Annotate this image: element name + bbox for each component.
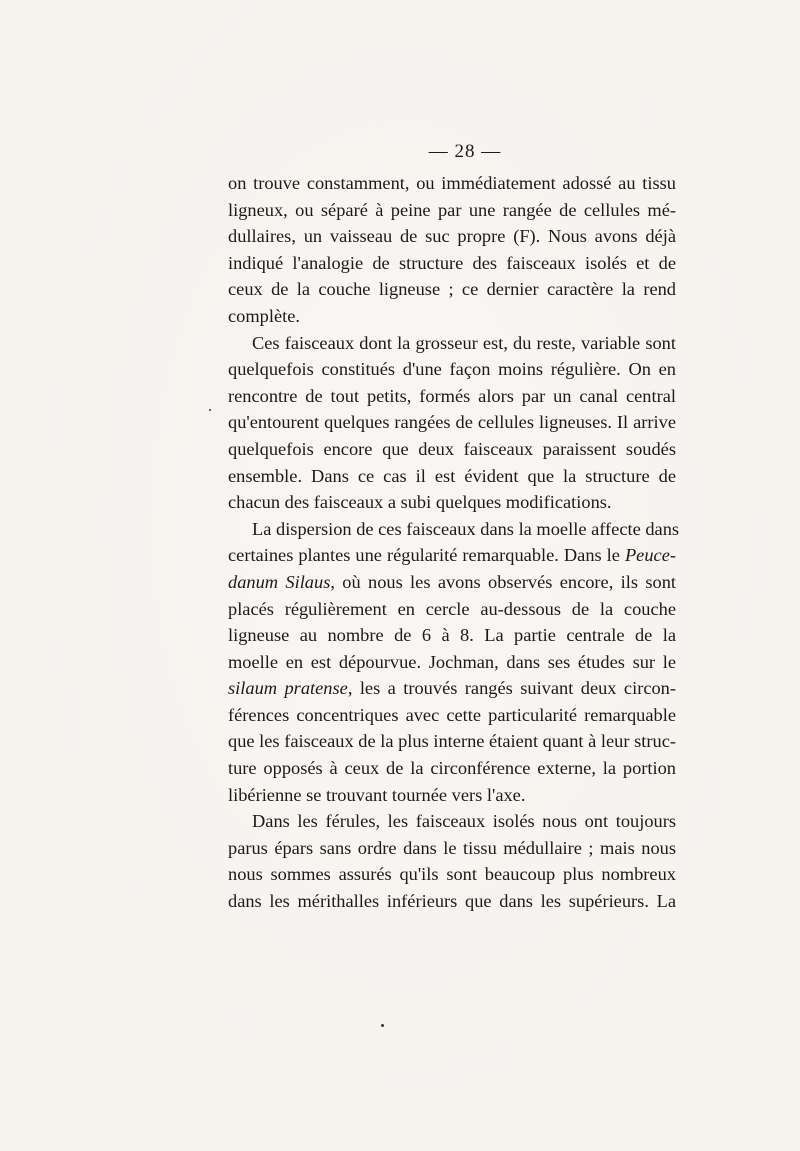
text-segment: dullaires, un vaisseau de suc propre (F). Nous avons déjà [228,226,676,247]
text-segment: certaines plantes une régularité remarquable. Dans le [228,545,625,566]
text-segment: qu'entourent quelques rangées de cellules ligneuses. Il arrive [228,412,676,433]
scan-speck [209,409,211,411]
scan-speck [381,1024,384,1027]
text-segment: ture opposés à ceux de la circonférence externe, la portion [228,758,676,779]
text-line [228,622,676,649]
text-line [228,436,676,463]
text-line [228,303,676,330]
text-line [228,702,676,729]
text-segment: complète. [228,305,301,326]
text-line [228,596,676,623]
text-line [228,888,676,915]
italic-text: silaum pratense [228,678,348,699]
text-line [228,356,676,383]
text-line [228,170,676,197]
text-line [228,542,676,569]
text-line [228,649,676,676]
text-segment: ligneux, ou séparé à peine par une rangée de cellules mé- [228,199,676,220]
text-segment: ensemble. Dans ce cas il est évident que la structure de [228,465,676,486]
text-segment: rencontre de tout petits, formés alors par un canal central [228,385,676,406]
text-line [228,276,676,303]
page-number: — 28 — [428,141,502,162]
text-segment: on trouve constamment, ou immédiatement adossé au tissu [228,173,676,193]
text-line [228,675,676,702]
text-line [228,463,676,490]
text-line [228,808,676,835]
text-segment: moelle en est dépourvue. Jochman, dans ses études sur le [228,651,676,672]
text-segment: férences concentriques avec cette particularité remarquable [228,704,676,725]
italic-text: danum Silaus [228,571,331,592]
text-line [228,409,676,436]
text-line [228,782,676,809]
text-segment: ligneuse au nombre de 6 à 8. La partie centrale de la [228,625,676,646]
text-segment: placés régulièrement en cercle au-dessous de la couche [228,598,676,619]
text-segment: Ces faisceaux dont la grosseur est, du reste, variable sont [252,332,676,353]
text-segment: La dispersion de ces faisceaux dans la moelle affecte dans [252,518,680,539]
text-line [228,489,676,516]
text-segment: libérienne se trouvant tournée vers l'axe. [228,784,526,805]
text-line [228,383,676,410]
text-line [228,569,676,596]
text-segment: , les a trouvés rangés suivant deux circon- [347,678,676,699]
text-segment: nous sommes assurés qu'ils sont beaucoup plus nombreux [228,864,676,885]
text-segment: que les faisceaux de la plus interne étaient quant à leur struc- [228,731,676,752]
text-line [228,330,676,357]
text-segment: ceux de la couche ligneuse ; ce dernier caractère la rend [228,279,676,300]
text-line [228,755,676,782]
body-text [228,170,680,915]
text-segment: parus épars sans ordre dans le tissu médullaire ; mais nous [228,837,676,858]
text-segment: , où nous les avons observés encore, ils sont [330,571,676,592]
text-segment: dans les mérithalles inférieurs que dans les supérieurs. La [228,891,676,912]
italic-text: Peuce- [624,545,676,566]
text-segment: chacun des faisceaux a subi quelques modifications. [228,492,612,513]
text-line [228,516,680,543]
text-segment: indiqué l'analogie de structure des faisceaux isolés et de [228,252,676,273]
text-line [228,250,676,277]
text-line [228,728,676,755]
text-line [228,197,676,224]
text-segment: Dans les férules, les faisceaux isolés nous ont toujours [252,811,676,832]
text-line [228,223,676,250]
text-segment: quelquefois constitués d'une façon moins régulière. On en [228,359,676,380]
text-line [228,861,676,888]
text-segment: quelquefois encore que deux faisceaux paraissent soudés [228,438,676,459]
text-line [228,835,676,862]
